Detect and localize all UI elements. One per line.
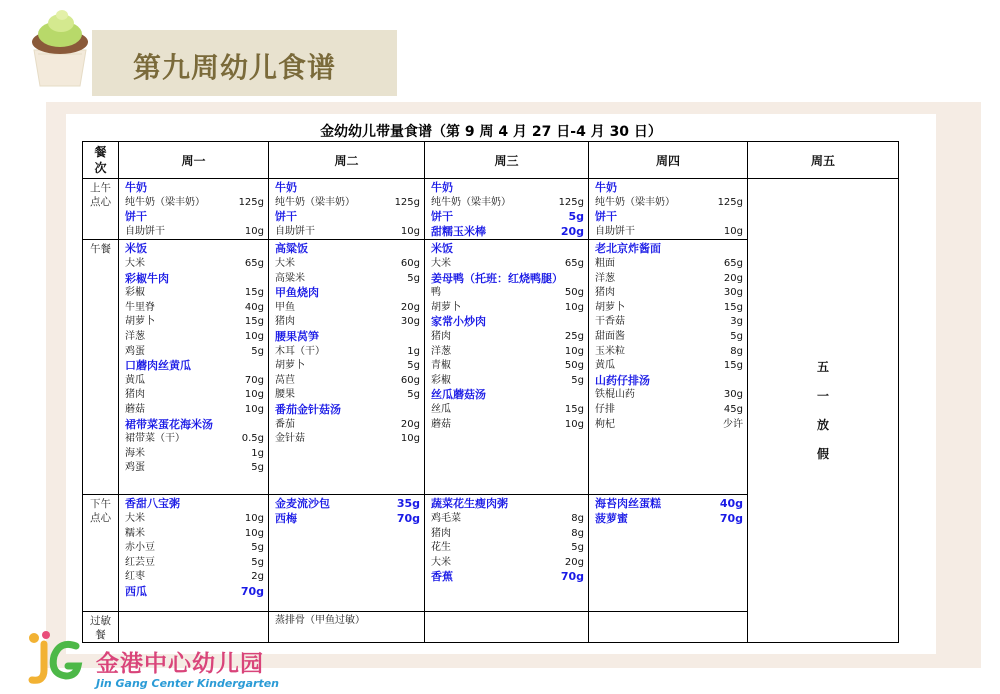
quantity: 5g <box>251 345 264 357</box>
dish-line <box>275 497 420 512</box>
dish-name: 饼干 <box>431 210 453 224</box>
ingredient-line <box>275 388 420 403</box>
menu-cell <box>589 240 748 495</box>
dish-name: 牛奶 <box>275 181 297 194</box>
menu-cell <box>269 612 425 643</box>
ingredient-line <box>431 257 584 272</box>
dish-line <box>431 497 584 512</box>
ingredient-line <box>125 374 264 389</box>
dish-name: 甲鱼烧肉 <box>275 286 319 300</box>
ingredient-line <box>125 345 264 360</box>
ingredient-name: 腰果 <box>275 389 295 401</box>
ingredient-line <box>125 257 264 272</box>
table-row <box>83 179 899 240</box>
quantity: 10g <box>564 301 584 313</box>
quantity: 1g <box>407 345 420 357</box>
menu-cell <box>589 612 748 643</box>
meal-label: 过敏 餐 <box>83 612 119 643</box>
ingredient-name: 蒸排骨（甲鱼过敏） <box>275 615 365 627</box>
ingredient-line <box>275 374 420 389</box>
day-header: 周五 <box>748 142 899 179</box>
ingredient-name: 黄瓜 <box>595 360 615 372</box>
ingredient-name: 纯牛奶（梁丰奶） <box>275 196 355 208</box>
dish-name: 丝瓜蘑菇汤 <box>431 388 486 402</box>
ingredient-line <box>431 527 584 542</box>
dish-name: 牛奶 <box>431 181 453 194</box>
ingredient-name: 纯牛奶（梁丰奶） <box>431 196 511 208</box>
ingredient-line <box>431 286 584 301</box>
ingredient-name: 青椒 <box>431 360 451 372</box>
dish-name: 西梅 <box>275 511 297 525</box>
day-header: 周二 <box>269 142 425 179</box>
ingredient-name: 黄瓜 <box>125 374 145 386</box>
menu-cell <box>425 612 589 643</box>
dish-name: 西瓜 <box>125 584 147 598</box>
ingredient-line <box>595 286 743 301</box>
dish-line <box>275 210 420 225</box>
dish-name: 饼干 <box>595 210 617 224</box>
ingredient-name: 甲鱼 <box>275 301 295 313</box>
quantity: 65g <box>723 257 743 269</box>
dish-line <box>125 418 264 433</box>
quantity: 50g <box>564 287 584 299</box>
page-title: 第九周幼儿食谱 <box>133 51 337 84</box>
dish-line <box>595 497 743 512</box>
dish-name: 饼干 <box>275 210 297 224</box>
ingredient-line <box>125 403 264 418</box>
day-header: 周一 <box>119 142 269 179</box>
ingredient-name: 自助饼干 <box>125 225 165 237</box>
quantity: 3g <box>730 316 743 328</box>
dish-line <box>275 403 420 418</box>
holiday-char: 假 <box>816 446 829 461</box>
ingredient-name: 红芸豆 <box>125 556 155 568</box>
ingredient-line <box>595 225 743 240</box>
ingredient-line <box>595 418 743 433</box>
quantity: 8g <box>730 345 743 357</box>
quantity: 20g <box>560 224 584 238</box>
meal-label: 下午 点心 <box>83 495 119 612</box>
ingredient-line <box>125 286 264 301</box>
quantity: 10g <box>723 225 743 237</box>
dish-line <box>275 330 420 345</box>
dish-line <box>275 242 420 257</box>
ingredient-name: 玉米粒 <box>595 345 625 357</box>
menu-cell <box>119 612 269 643</box>
doc-title: 金幼幼儿带量食谱（第 9 周 4 月 27 日-4 月 30 日） <box>320 124 662 140</box>
ingredient-name: 胡萝卜 <box>431 301 461 313</box>
day-header: 周四 <box>589 142 748 179</box>
dish-line <box>431 242 584 257</box>
ingredient-name: 洋葱 <box>595 272 615 284</box>
quantity: 5g <box>571 542 584 554</box>
ingredient-name: 木耳（干） <box>275 345 325 357</box>
ingredient-line <box>431 359 584 374</box>
dish-line <box>595 242 743 257</box>
menu-cell <box>119 240 269 495</box>
dish-name: 香蕉 <box>431 570 453 584</box>
quantity: 30g <box>723 287 743 299</box>
dish-name: 山药仔排汤 <box>595 373 650 387</box>
dish-name: 老北京炸酱面 <box>595 242 661 256</box>
quantity: 8g <box>571 527 584 539</box>
ingredient-line <box>431 556 584 571</box>
menu-cell <box>119 179 269 240</box>
ingredient-line <box>125 512 264 527</box>
quantity: 15g <box>564 403 584 415</box>
ingredient-name: 自助饼干 <box>275 225 315 237</box>
meal-label: 午餐 <box>83 240 119 495</box>
ingredient-line <box>125 388 264 403</box>
dish-name: 姜母鸭（托班：红烧鸭腿） <box>431 271 563 285</box>
menu-cell <box>119 495 269 612</box>
quantity: 5g <box>571 374 584 386</box>
quantity: 10g <box>244 512 264 524</box>
ingredient-line <box>595 345 743 360</box>
ingredient-name: 丝瓜 <box>431 403 451 415</box>
dish-line <box>125 497 264 512</box>
menu-cell <box>269 240 425 495</box>
ingredient-name: 鸡蛋 <box>125 462 145 474</box>
quantity: 5g <box>251 542 264 554</box>
menu-cell <box>425 495 589 612</box>
quantity: 10g <box>244 225 264 237</box>
quantity: 10g <box>400 433 420 445</box>
dish-line <box>125 242 264 257</box>
menu-cell <box>589 179 748 240</box>
dish-name: 蔬菜花生瘦肉粥 <box>431 497 508 511</box>
dish-name: 米饭 <box>431 242 453 256</box>
dish-line <box>125 359 264 374</box>
header-row <box>83 142 899 179</box>
ingredient-name: 大米 <box>431 257 451 269</box>
kindergarten-name-cn: 金港中心幼儿园 <box>96 651 264 677</box>
ingredient-line <box>275 614 420 629</box>
dish-line <box>431 225 584 240</box>
ingredient-line <box>431 345 584 360</box>
quantity: 50g <box>564 360 584 372</box>
ingredient-name: 仔排 <box>595 403 615 415</box>
quantity: 15g <box>244 316 264 328</box>
ingredient-line <box>595 196 743 211</box>
quantity: 125g <box>717 196 743 208</box>
dish-line <box>125 210 264 225</box>
dish-name: 家常小炒肉 <box>431 315 486 329</box>
ingredient-name: 牛里脊 <box>125 301 155 313</box>
menu-cell <box>425 179 589 240</box>
ingredient-name: 鸡蛋 <box>125 345 145 357</box>
ingredient-line <box>595 315 743 330</box>
ingredient-line <box>595 301 743 316</box>
ingredient-line <box>595 403 743 418</box>
quantity: 10g <box>244 403 264 415</box>
ingredient-name: 洋葱 <box>431 345 451 357</box>
ingredient-line <box>125 301 264 316</box>
menu-cell <box>425 240 589 495</box>
quantity: 10g <box>244 389 264 401</box>
ingredient-line <box>125 541 264 556</box>
ingredient-line <box>125 330 264 345</box>
ingredient-line <box>275 432 420 447</box>
cupcake-icon <box>28 8 92 88</box>
ingredient-name: 铁棍山药 <box>595 389 635 401</box>
quantity: 60g <box>400 374 420 386</box>
quantity: 70g <box>719 511 743 525</box>
quantity: 5g <box>407 360 420 372</box>
quantity: 15g <box>244 287 264 299</box>
ingredient-line <box>125 461 264 476</box>
ingredient-name: 金针菇 <box>275 433 305 445</box>
quantity: 45g <box>723 403 743 415</box>
quantity: 65g <box>244 257 264 269</box>
quantity: 15g <box>723 301 743 313</box>
quantity: 10g <box>564 345 584 357</box>
quantity: 125g <box>558 196 584 208</box>
quantity: 10g <box>564 418 584 430</box>
holiday-cell <box>748 179 899 643</box>
ingredient-line <box>125 225 264 240</box>
dish-line <box>595 512 743 527</box>
quantity: 5g <box>568 210 584 224</box>
quantity: 40g <box>719 497 743 511</box>
kindergarten-logo-icon <box>24 630 84 688</box>
dish-line <box>431 315 584 330</box>
meal-header <box>83 142 119 179</box>
ingredient-name: 红枣 <box>125 571 145 583</box>
ingredient-name: 纯牛奶（梁丰奶） <box>595 196 675 208</box>
holiday-char: 五 <box>816 359 829 374</box>
ingredient-line <box>431 330 584 345</box>
quantity: 10g <box>244 330 264 342</box>
ingredient-line <box>595 257 743 272</box>
ingredient-name: 裙带菜（干） <box>125 433 185 445</box>
ingredient-name: 纯牛奶（梁丰奶） <box>125 196 205 208</box>
ingredient-line <box>431 374 584 389</box>
ingredient-name: 猪肉 <box>431 330 451 342</box>
ingredient-name: 大米 <box>275 257 295 269</box>
ingredient-name: 大米 <box>431 556 451 568</box>
ingredient-line <box>431 512 584 527</box>
ingredient-line <box>125 570 264 585</box>
ingredient-name: 粗面 <box>595 257 615 269</box>
menu-cell <box>589 495 748 612</box>
ingredient-name: 胡萝卜 <box>125 316 155 328</box>
quantity: 5g <box>251 462 264 474</box>
quantity: 1g <box>251 447 264 459</box>
quantity: 5g <box>251 556 264 568</box>
ingredient-line <box>125 447 264 462</box>
quantity: 20g <box>723 272 743 284</box>
ingredient-line <box>275 301 420 316</box>
menu-table <box>82 141 899 643</box>
menu-cell <box>269 495 425 612</box>
dish-line <box>595 374 743 389</box>
ingredient-name: 蘑菇 <box>431 418 451 430</box>
dish-name: 彩椒牛肉 <box>125 271 169 285</box>
ingredient-name: 高粱米 <box>275 272 305 284</box>
ingredient-name: 猪肉 <box>595 287 615 299</box>
menu-cell <box>269 179 425 240</box>
ingredient-name: 甜面酱 <box>595 330 625 342</box>
ingredient-line <box>431 418 584 433</box>
ingredient-name: 彩椒 <box>431 374 451 386</box>
ingredient-line <box>275 225 420 240</box>
kindergarten-name-en: Jin Gang Center Kindergarten <box>96 677 280 690</box>
ingredient-line <box>595 388 743 403</box>
quantity: 少许 <box>723 418 743 430</box>
dish-name: 金麦流沙包 <box>275 497 330 511</box>
quantity: 125g <box>238 196 264 208</box>
ingredient-name: 蘑菇 <box>125 403 145 415</box>
ingredient-line <box>431 541 584 556</box>
quantity: 35g <box>396 497 420 511</box>
quantity: 10g <box>400 225 420 237</box>
dish-line <box>125 585 264 600</box>
quantity: 20g <box>400 418 420 430</box>
ingredient-line <box>275 196 420 211</box>
quantity: 20g <box>564 556 584 568</box>
ingredient-name: 胡萝卜 <box>595 301 625 313</box>
ingredient-name: 鸭 <box>431 287 441 299</box>
dish-line <box>431 272 584 287</box>
ingredient-name: 番茄 <box>275 418 295 430</box>
dish-name: 高粱饭 <box>275 242 308 256</box>
ingredient-name: 彩椒 <box>125 287 145 299</box>
ingredient-line <box>275 359 420 374</box>
ingredient-line <box>125 315 264 330</box>
ingredient-name: 糯米 <box>125 527 145 539</box>
ingredient-line <box>275 257 420 272</box>
dish-name: 香甜八宝粥 <box>125 497 180 511</box>
quantity: 25g <box>564 330 584 342</box>
holiday-char: 放 <box>816 417 829 432</box>
quantity: 125g <box>394 196 420 208</box>
ingredient-name: 洋葱 <box>125 330 145 342</box>
quantity: 30g <box>400 316 420 328</box>
ingredient-line <box>125 556 264 571</box>
quantity: 70g <box>240 584 264 598</box>
ingredient-name: 枸杞 <box>595 418 615 430</box>
dish-name: 菠萝蜜 <box>595 511 628 525</box>
dish-line <box>431 210 584 225</box>
ingredient-line <box>431 301 584 316</box>
ingredient-name: 猪肉 <box>125 389 145 401</box>
dish-line <box>431 388 584 403</box>
ingredient-name: 干香菇 <box>595 316 625 328</box>
dish-name: 饼干 <box>125 210 147 224</box>
ingredient-name: 海米 <box>125 447 145 459</box>
dish-name: 甜糯玉米棒 <box>431 224 486 238</box>
dish-line <box>125 272 264 287</box>
dish-name: 口蘑肉丝黄瓜 <box>125 359 191 373</box>
ingredient-line <box>595 272 743 287</box>
dish-name: 海苔肉丝蛋糕 <box>595 497 661 511</box>
dish-name: 牛奶 <box>125 181 147 194</box>
ingredient-name: 自助饼干 <box>595 225 635 237</box>
dish-line <box>125 181 264 196</box>
quantity: 65g <box>564 257 584 269</box>
ingredient-name: 赤小豆 <box>125 542 155 554</box>
dish-line <box>431 570 584 585</box>
ingredient-name: 鸡毛菜 <box>431 512 461 524</box>
ingredient-name: 大米 <box>125 512 145 524</box>
ingredient-line <box>275 345 420 360</box>
quantity: 70g <box>560 570 584 584</box>
quantity: 40g <box>244 301 264 313</box>
quantity: 15g <box>723 360 743 372</box>
ingredient-line <box>125 196 264 211</box>
dish-name: 番茄金针菇汤 <box>275 402 341 416</box>
ingredient-name: 花生 <box>431 542 451 554</box>
quantity: 70g <box>244 374 264 386</box>
dish-line <box>595 181 743 196</box>
ingredient-line <box>125 527 264 542</box>
quantity: 2g <box>251 571 264 583</box>
dish-name: 米饭 <box>125 242 147 256</box>
dish-line <box>595 210 743 225</box>
dish-line <box>431 181 584 196</box>
dish-line <box>275 181 420 196</box>
ingredient-line <box>431 196 584 211</box>
ingredient-line <box>595 330 743 345</box>
quantity: 10g <box>244 527 264 539</box>
quantity: 70g <box>396 511 420 525</box>
quantity: 20g <box>400 301 420 313</box>
ingredient-name: 大米 <box>125 257 145 269</box>
quantity: 5g <box>407 272 420 284</box>
quantity: 5g <box>407 389 420 401</box>
ingredient-name: 莴苣 <box>275 374 295 386</box>
ingredient-line <box>595 359 743 374</box>
dish-name: 裙带菜蛋花海米汤 <box>125 417 213 431</box>
dish-line <box>275 512 420 527</box>
dish-line <box>275 286 420 301</box>
holiday-char: 一 <box>816 388 829 403</box>
ingredient-line <box>275 315 420 330</box>
day-header: 周三 <box>425 142 589 179</box>
dish-name: 牛奶 <box>595 181 617 194</box>
ingredient-line <box>431 403 584 418</box>
quantity: 30g <box>723 389 743 401</box>
quantity: 8g <box>571 512 584 524</box>
ingredient-line <box>275 272 420 287</box>
quantity: 5g <box>730 330 743 342</box>
dish-name: 腰果莴笋 <box>275 329 319 343</box>
quantity: 60g <box>400 257 420 269</box>
ingredient-name: 猪肉 <box>275 316 295 328</box>
ingredient-name: 胡萝卜 <box>275 360 305 372</box>
meal-header-text: 餐 次 <box>94 145 107 175</box>
ingredient-name: 猪肉 <box>431 527 451 539</box>
ingredient-line <box>125 432 264 447</box>
ingredient-line <box>275 418 420 433</box>
meal-label: 上午 点心 <box>83 179 119 240</box>
quantity: 0.5g <box>241 433 264 445</box>
